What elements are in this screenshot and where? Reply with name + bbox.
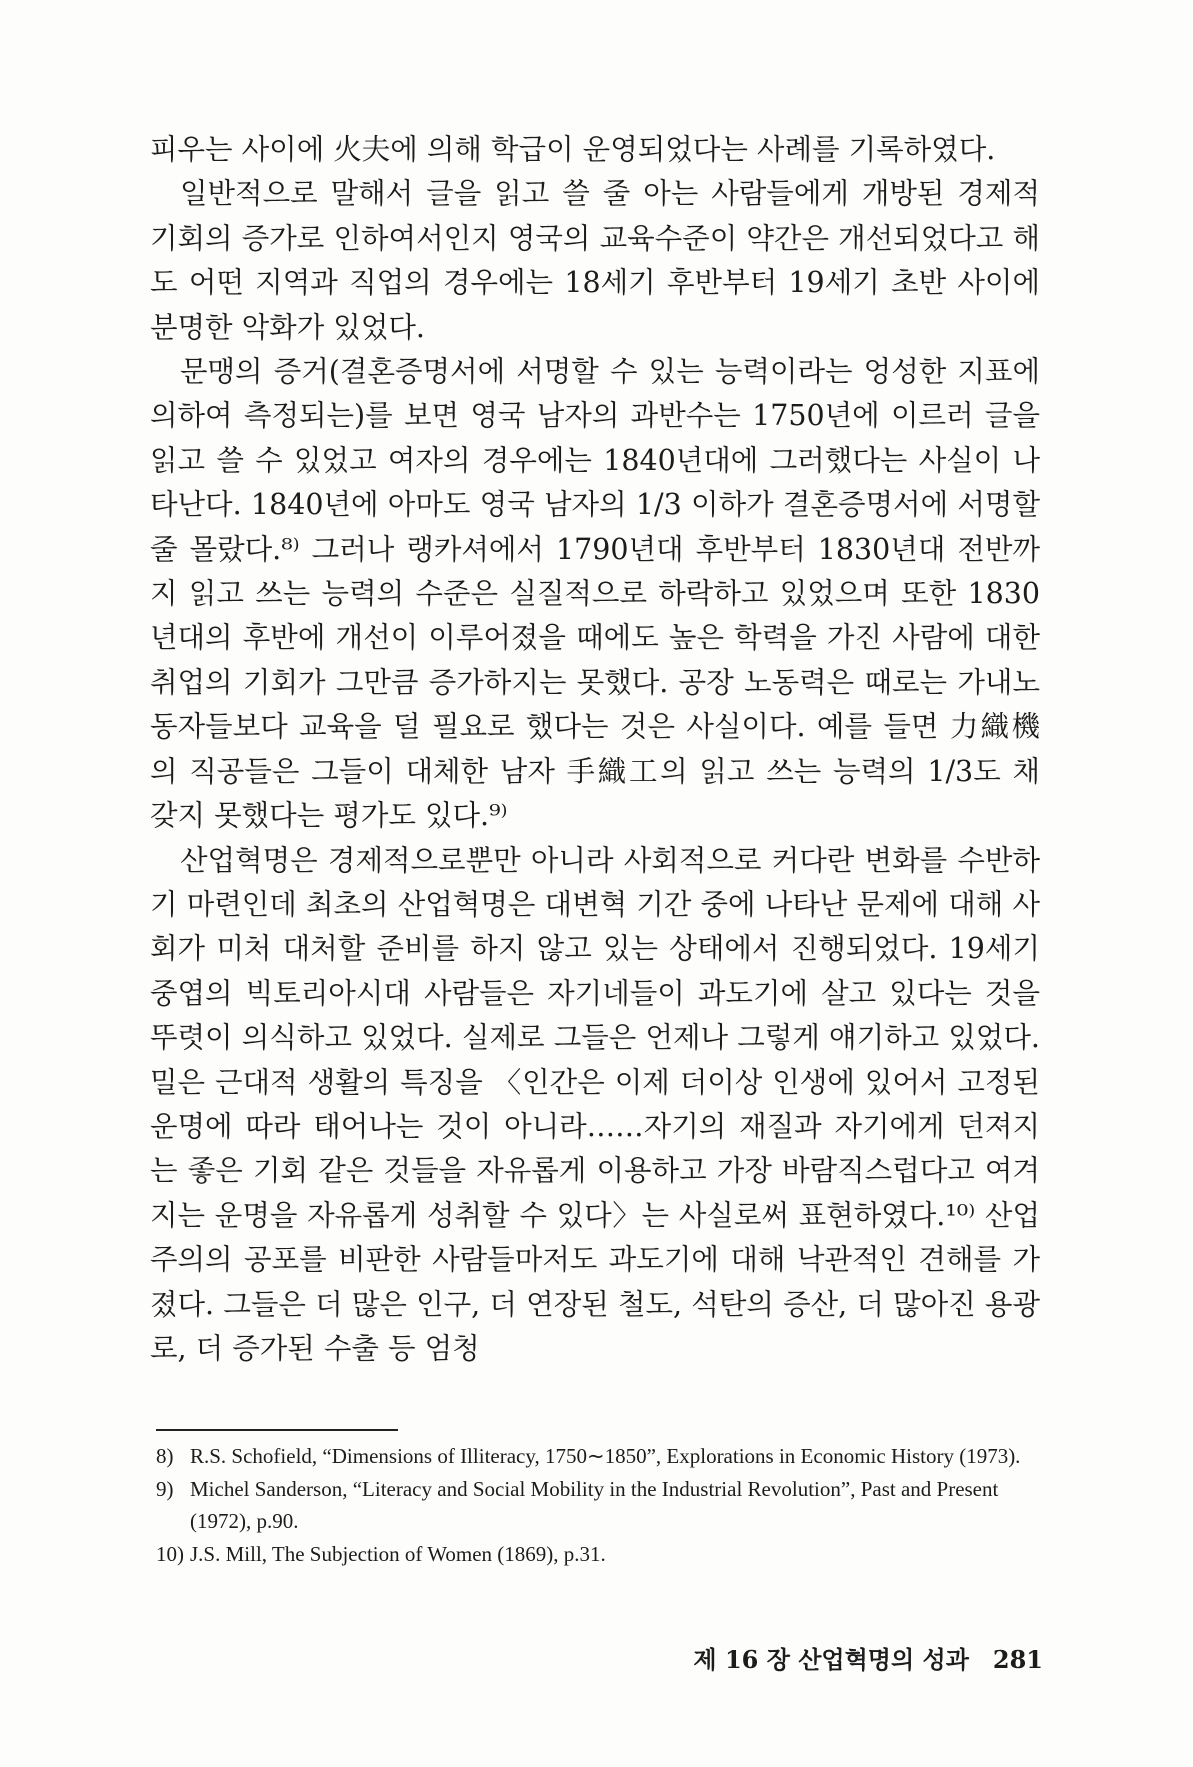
footnote-number: 9) <box>156 1476 174 1501</box>
paragraph-1: 피우는 사이에 火夫에 의해 학급이 운영되었다는 사례를 기록하였다. <box>150 133 996 166</box>
page-footer <box>693 1640 1043 1675</box>
footnote-text: J.S. Mill, The Subjection of Women (1869), p.31. <box>190 1541 606 1566</box>
paragraph-4: 산업혁명은 경제적으로뿐만 아니라 사회적으로 커다란 변화를 수반하기 마련인데 최초의 산업혁명은 대변혁 기간 중에 나타난 문제에 대해 사회가 미처 대처할 준비를 하지 않고 있는 상태에서 진행되었다. 19세기 중엽의 빅토리아시대 사람들은 자기네들이 과도기에 살고 있다는 것을 뚜렷이 의식하고 있었다. 실제로 그들은 언제나 그렇게 얘기하고 있었다. 밀은 근대적 생활의 특징을 〈인간은 이제 더이상 인생에 있어서 고정된 운명에 따라 태어나는 것이 아니라……자기의 재질과 자기에게 던져지는 좋은 기회 같은 것들을 자유롭게 이용하고 가장 바람직스럽다고 여겨지는 운명을 자유롭게 성취할 수 있다〉는 사실로써 표현하였다.¹⁰⁾ 산업주의의 공포를 비판한 사람들마저도 과도기에 대해 낙관적인 견해를 가졌다. 그들은 더 많은 인구, 더 연장된 철도, 석탄의 증산, 더 많아진 용광로, 더 증가된 수출 등 엄청 <box>150 843 1040 1365</box>
running-footer-chapter: 제 16 장 산업혁명의 성과 <box>693 1645 969 1674</box>
footnote-rule <box>156 1429 398 1431</box>
footnotes <box>156 1440 1040 1570</box>
body-text <box>150 128 1040 1371</box>
footnote-8 <box>156 1440 1040 1473</box>
footnote-number: 8) <box>156 1444 174 1468</box>
footnote-10 <box>156 1538 1040 1571</box>
paragraph-2: 일반적으로 말해서 글을 읽고 쓸 줄 아는 사람들에게 개방된 경제적 기회의 증가로 인하여서인지 영국의 교육수준이 약간은 개선되었다고 해도 어떤 지역과 직업의 경우에는 18세기 후반부터 19세기 초반 사이에 분명한 악화가 있었다. <box>150 177 1040 344</box>
footnote-text: Michel Sanderson, “Literacy and Social Mobility in the Industrial Revolution”, Past and Present (1972), p.90. <box>190 1476 999 1533</box>
footnote-text: R.S. Schofield, “Dimensions of Illiteracy, 1750∼1850”, Explorations in Economic History (1973). <box>190 1444 1021 1468</box>
footnote-9 <box>156 1473 1040 1538</box>
paragraph-3: 문맹의 증거(결혼증명서에 서명할 수 있는 능력이라는 엉성한 지표에 의하여 측정되는)를 보면 영국 남자의 과반수는 1750년에 이르러 글을 읽고 쓸 수 있었고 여자의 경우에는 1840년대에 그러했다는 사실이 나타난다. 1840년에 아마도 영국 남자의 1/3 이하가 결혼증명서에 서명할 줄 몰랐다.⁸⁾ 그러나 랭카셔에서 1790년대 후반부터 1830년대 전반까지 읽고 쓰는 능력의 수준은 실질적으로 하락하고 있었으며 또한 1830년대의 후반에 개선이 이루어졌을 때에도 높은 학력을 가진 사람에 대한 취업의 기회가 그만큼 증가하지는 못했다. 공장 노동력은 때로는 가내노동자들보다 교육을 덜 필요로 했다는 것은 사실이다. 예를 들면 力織機의 직공들은 그들이 대체한 남자 手織工의 읽고 쓰는 능력의 1/3도 채 갖지 못했다는 평가도 있다.⁹⁾ <box>150 355 1040 833</box>
page-number: 281 <box>992 1645 1043 1674</box>
footnote-number: 10) <box>156 1541 184 1566</box>
